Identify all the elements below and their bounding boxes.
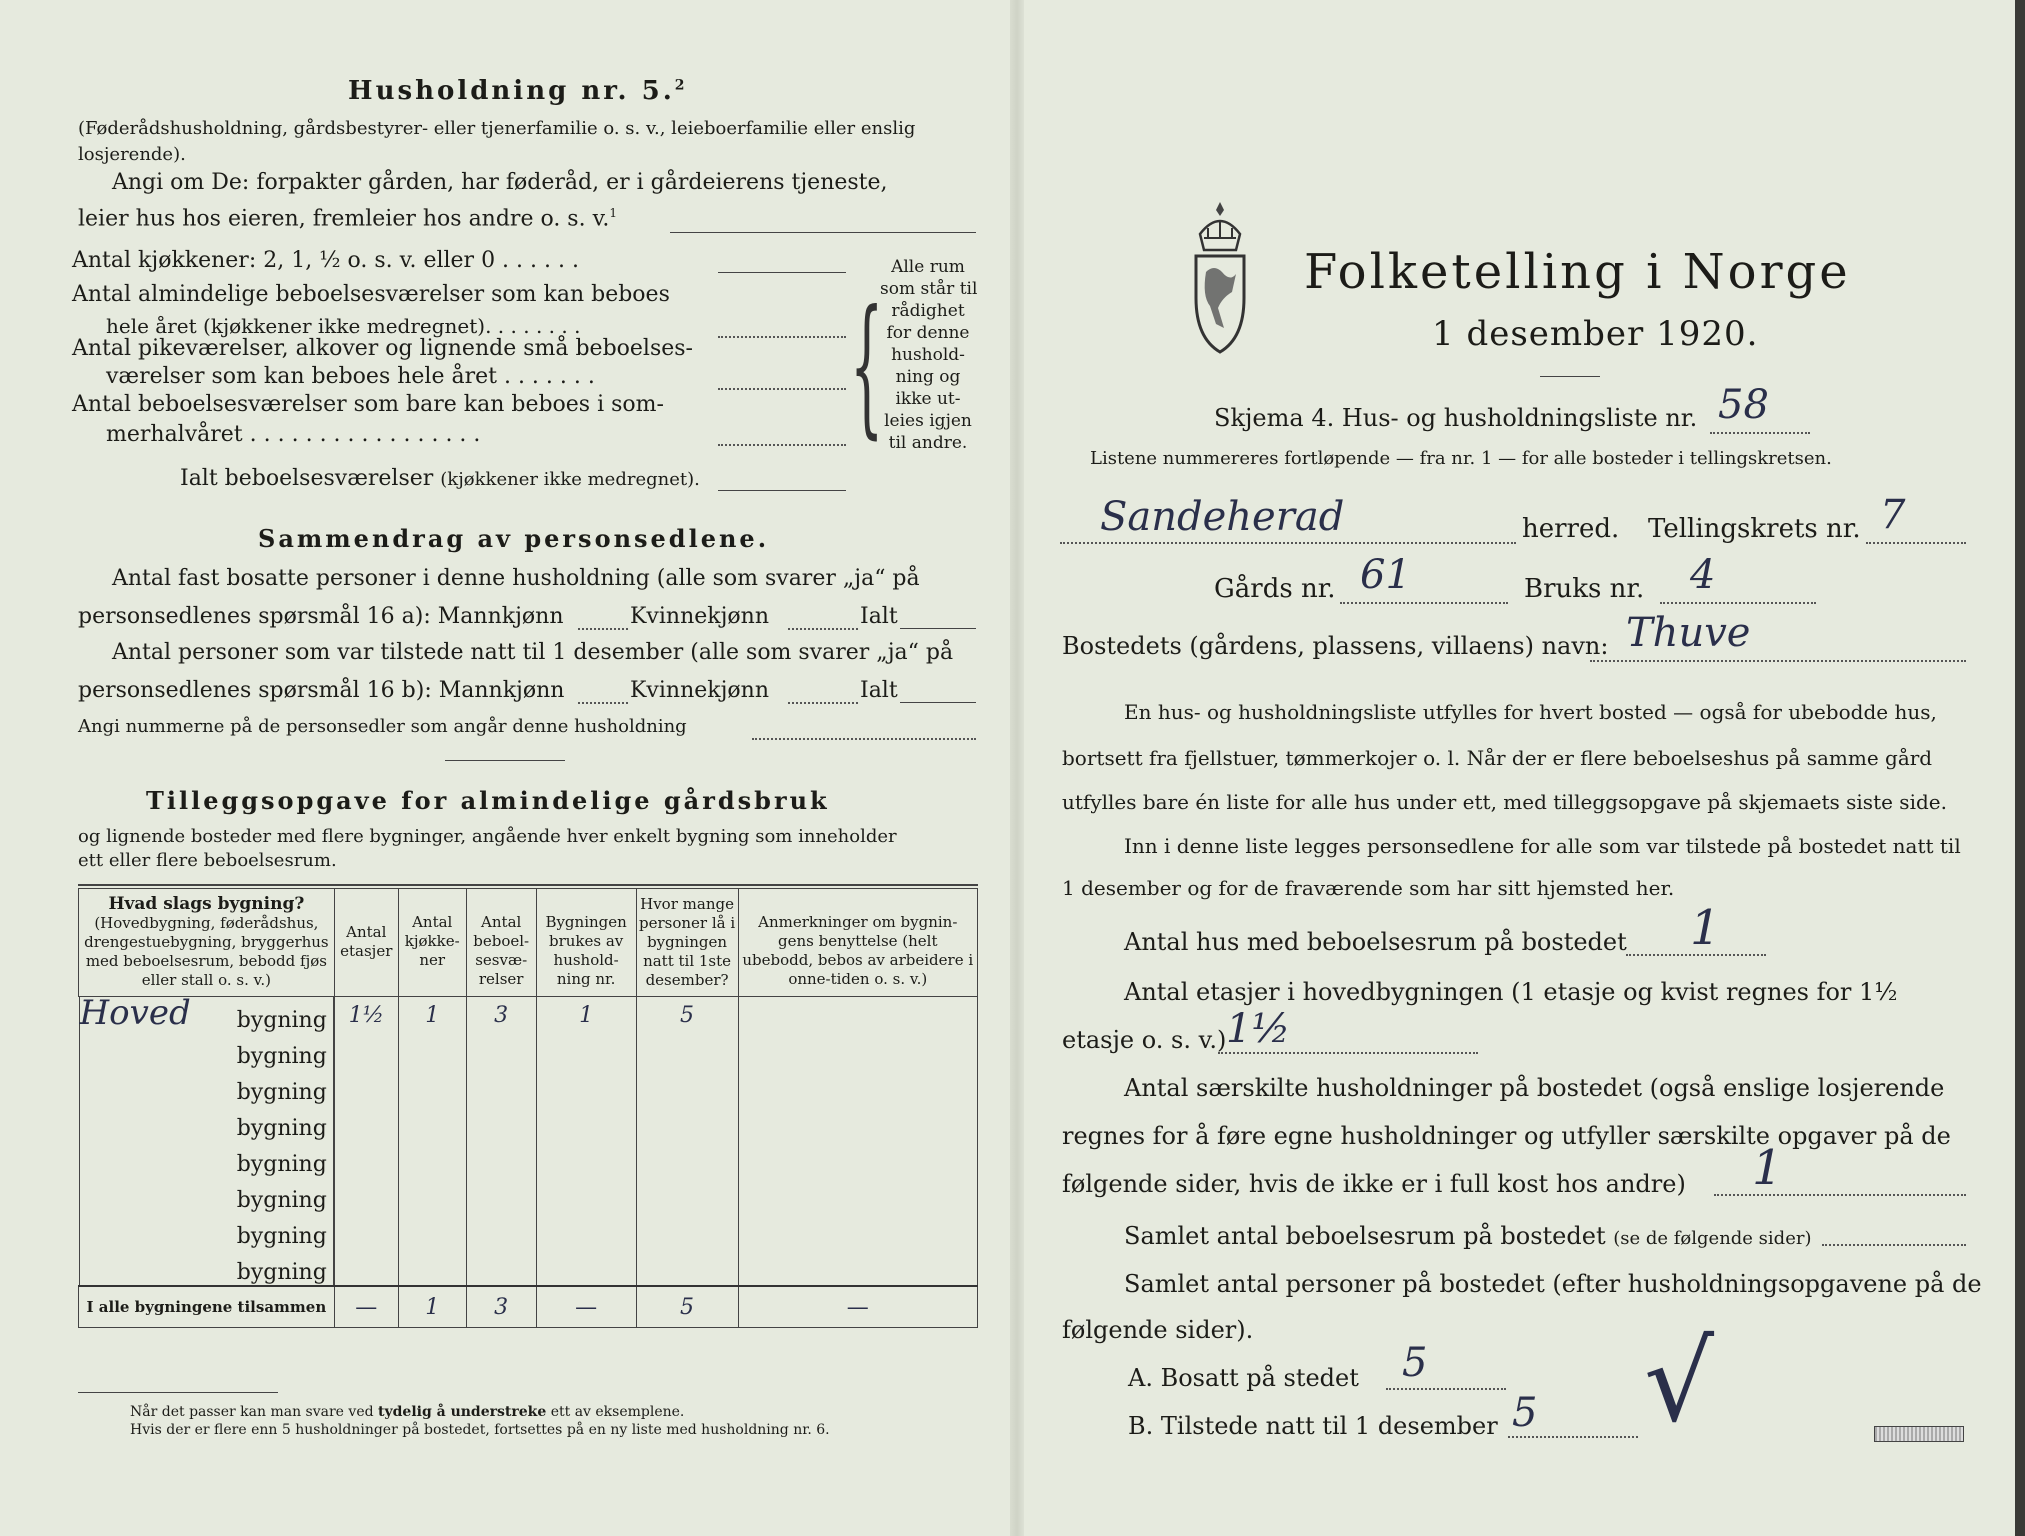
q-pers-b: følgende sider).	[1062, 1316, 1254, 1344]
q-hush-a: Antal særskilte husholdninger på bostedet (også enslige losjerende	[1124, 1074, 1945, 1102]
coat-of-arms-icon	[1184, 198, 1256, 360]
side-note: Alle rum som står til rådighet for denne hushold- ning og ikke ut- leies igjen til andre.	[880, 257, 978, 453]
ialt-rooms-answer	[718, 490, 846, 491]
p1-kvinne-answer	[788, 628, 858, 630]
angi-line-1: Angi om De: forpakter gården, har føderåd, er i gårdeierens tjeneste,	[112, 170, 888, 195]
bruks-answer	[1660, 602, 1816, 604]
table-header	[79, 889, 978, 997]
skjema-number: 58	[1718, 382, 1769, 428]
p1-kvinne-label: Kvinnekjønn	[630, 604, 769, 629]
tellingskrets-answer	[1866, 542, 1966, 544]
checkmark-icon: √	[1644, 1318, 1715, 1446]
q-rum-answer	[1822, 1244, 1966, 1246]
ialt-rooms: Ialt beboelsesværelser (kjøkkener ikke medregnet).	[180, 466, 700, 491]
sum-vaerelser: 3	[466, 1286, 536, 1328]
title-rule	[1540, 376, 1600, 377]
angi-answer-line	[670, 232, 976, 233]
table-row	[79, 1069, 978, 1105]
tillegg-title: Tilleggsopgave for almindelige gårdsbruk	[146, 786, 830, 815]
rooms-answer-4	[718, 444, 846, 446]
q-hus-value: 1	[1690, 900, 1721, 956]
row-label: bygning	[79, 1069, 334, 1105]
buildings-table	[78, 888, 978, 1328]
p1-mann-answer	[578, 628, 628, 630]
rooms-line-5: værelser som kan beboes hele året . . . . . . .	[106, 364, 595, 389]
row-label: bygning	[79, 1033, 334, 1069]
header-husholdning: Bygningen brukes av hushold-ning nr.	[536, 889, 636, 997]
a-value: 5	[1402, 1340, 1428, 1386]
b-label: B. Tilstede natt til 1 desember	[1128, 1412, 1498, 1440]
gards-answer	[1340, 602, 1508, 604]
rooms-answer-1	[718, 272, 846, 273]
footnote-1: Når det passer kan man svare ved tydelig å understreke ett av eksemplene.	[130, 1404, 685, 1420]
table-row	[79, 1177, 978, 1213]
tillegg-sub-1: og lignende bosteder med flere bygninger, angående hver enkelt bygning som inneholder	[78, 826, 897, 847]
q-hus: Antal hus med beboelsesrum på bostedet	[1124, 928, 1627, 956]
summary-p2-a: Antal personer som var tilstede natt til 1 desember (alle som svarer „ja“ på	[112, 640, 954, 665]
herred-label: herred.	[1522, 514, 1620, 544]
header-etasjer: Antal etasjer	[334, 889, 398, 997]
rooms-answer-2	[718, 336, 846, 338]
sum-etasjer: —	[334, 1286, 398, 1328]
sum-kjokkener: 1	[398, 1286, 466, 1328]
para1-line2: bortsett fra fjellstuer, tømmerkojer o. l. Når der er flere beboelseshus på samme gård	[1062, 746, 1933, 770]
p2-mann-answer	[578, 702, 628, 704]
cell-personer: 5	[636, 997, 738, 1034]
main-title: Folketelling i Norge	[1304, 244, 1851, 300]
skjema-label: Skjema 4. Hus- og husholdningsliste nr.	[1214, 404, 1698, 432]
rooms-line-3: hele året (kjøkkener ikke medregnet). . . . . . . .	[106, 314, 581, 338]
page-fold	[1010, 0, 1024, 1536]
sum-label: I alle bygningene tilsammen	[79, 1286, 335, 1328]
table-row	[79, 1105, 978, 1141]
rooms-line-7: merhalvåret . . . . . . . . . . . . . . . . .	[106, 422, 481, 447]
p2-ialt-label: Ialt	[860, 678, 898, 703]
row-label: bygning	[79, 1177, 334, 1213]
summary-p1-b: personsedlenes spørsmål 16 a): Mannkjønn	[78, 604, 564, 629]
angi-nummerne-answer	[752, 738, 976, 740]
rooms-line-2: Antal almindelige beboelsesværelser som kan beboes	[72, 282, 670, 307]
rooms-line-1: Antal kjøkkener: 2, 1, ½ o. s. v. eller 0 . . . . . .	[72, 248, 579, 273]
p1-ialt-answer	[900, 628, 976, 629]
rooms-brace: {	[850, 279, 884, 453]
sum-anm: —	[738, 1286, 977, 1328]
q-hush-answer	[1714, 1194, 1966, 1196]
household-title: Husholdning nr. 5.$^2$	[348, 76, 688, 106]
a-label: A. Bosatt på stedet	[1128, 1364, 1359, 1392]
gards-label: Gårds nr.	[1214, 574, 1336, 604]
table-row	[79, 1033, 978, 1069]
header-personer: Hvor mange personer lå i bygningen natt til 1ste desember?	[636, 889, 738, 997]
cell-husholdning: 1	[536, 997, 636, 1034]
summary-p1-a: Antal fast bosatte personer i denne husholdning (alle som svarer „ja“ på	[112, 566, 920, 591]
p2-kvinne-answer	[788, 702, 858, 704]
q-rum: Samlet antal beboelsesrum på bostedet (se de følgende sider)	[1124, 1222, 1812, 1250]
footnote-2: Hvis der er flere enn 5 husholdninger på bostedet, fortsettes på en ny liste med husholdning nr. 6.	[130, 1422, 830, 1438]
sum-husholdning: —	[536, 1286, 636, 1328]
table-row	[79, 1249, 978, 1286]
cell-anm	[738, 997, 977, 1034]
table-row	[79, 1213, 978, 1249]
household-subtitle: (Føderådshusholdning, gårdsbestyrer- eller tjenerfamilie o. s. v., leieboerfamilie eller enslig losjerende).	[78, 118, 916, 165]
rooms-line-6: Antal beboelsesværelser som bare kan beboes i som-	[72, 392, 664, 417]
row-label: Hoved bygning	[79, 997, 334, 1033]
tellingskrets-value: 7	[1880, 492, 1906, 538]
census-date: 1 desember 1920.	[1432, 314, 1759, 354]
tellingskrets-label: Tellingskrets nr.	[1648, 514, 1861, 544]
table-top-rule	[78, 884, 978, 886]
cell-etasjer: 1½	[334, 997, 398, 1034]
para1-line3: utfylles bare én liste for alle hus under ett, med tilleggsopgave på skjemaets siste side.	[1062, 790, 1947, 814]
cell-vaerelser: 3	[466, 997, 536, 1034]
herred-value: Sandeherad	[1100, 494, 1345, 540]
scan-edge	[2015, 0, 2025, 1536]
row-label: bygning	[79, 1105, 334, 1141]
footnote-rule	[78, 1392, 278, 1393]
b-value: 5	[1512, 1390, 1538, 1436]
para1-line1: En hus- og husholdningsliste utfylles for hvert bosted — også for ubebodde hus,	[1124, 700, 1937, 724]
para2-line1: Inn i denne liste legges personsedlene for alle som var tilstede på bostedet natt til	[1124, 834, 1961, 858]
header-anmerkninger: Anmerkninger om bygnin-gens benyttelse (helt ubebodd, bebos av arbeidere i onne-tiden o. s. v.)	[738, 889, 977, 997]
rooms-line-4: Antal pikeværelser, alkover og lignende små beboelses-	[72, 336, 693, 361]
bostedets-label: Bostedets (gårdens, plassens, villaens) navn:	[1062, 632, 1609, 660]
row-label: bygning	[79, 1249, 334, 1285]
sum-personer: 5	[636, 1286, 738, 1328]
gards-value: 61	[1360, 552, 1411, 598]
table-row	[79, 1141, 978, 1177]
summary-title: Sammendrag av personsedlene.	[258, 524, 770, 553]
q-pers-a: Samlet antal personer på bostedet (efter husholdningsopgavene på de	[1124, 1270, 1982, 1298]
header-building-type: Hvad slags bygning? (Hovedbygning, føderådshus, drengestuebygning, bryggerhus med beboelsesrum, bebodd fjøs eller stall o. s. v.)	[79, 889, 335, 997]
p1-ialt-label: Ialt	[860, 604, 898, 629]
q-etasjer-a: Antal etasjer i hovedbygningen (1 etasje og kvist regnes for 1½	[1124, 978, 1898, 1006]
rooms-answer-3	[718, 388, 846, 390]
p2-ialt-answer	[900, 702, 976, 703]
p2-kvinne-label: Kvinnekjønn	[630, 678, 769, 703]
tillegg-sub-2: ett eller flere beboelsesrum.	[78, 850, 337, 871]
q-etasjer-value: 1½	[1226, 1006, 1291, 1052]
printer-stamp	[1874, 1426, 1964, 1442]
q-etasjer-answer	[1218, 1052, 1478, 1054]
summary-p2-b: personsedlenes spørsmål 16 b): Mannkjønn	[78, 678, 565, 703]
angi-nummerne: Angi nummerne på de personsedler som angår denne husholdning	[78, 716, 687, 737]
separator	[445, 760, 565, 761]
listene-note: Listene nummereres fortløpende — fra nr. 1 — for alle bosteder i tellingskretsen.	[1090, 448, 1832, 469]
q-hush-b: regnes for å føre egne husholdninger og utfyller særskilte opgaver på de	[1062, 1122, 1951, 1150]
bostedets-value: Thuve	[1626, 610, 1751, 656]
q-hush-c: følgende sider, hvis de ikke er i full kost hos andre)	[1062, 1170, 1686, 1198]
header-kjokkener: Antal kjøkke-ner	[398, 889, 466, 997]
row-label: bygning	[79, 1213, 334, 1249]
q-hush-value: 1	[1752, 1140, 1783, 1196]
a-answer	[1386, 1388, 1506, 1390]
skjema-answer	[1710, 432, 1810, 434]
angi-line-2: leier hus hos eieren, fremleier hos andre o. s. v.$^1$	[78, 206, 618, 232]
bostedets-answer	[1590, 660, 1966, 662]
herred-answer	[1060, 542, 1516, 544]
cell-kjokkener: 1	[398, 997, 466, 1034]
header-vaerelser: Antal beboel-sesvæ-relser	[466, 889, 536, 997]
table-row	[79, 997, 978, 1034]
table-sum-row	[79, 1286, 978, 1328]
q-hus-answer	[1626, 954, 1766, 956]
q-etasjer-b: etasje o. s. v.)	[1062, 1026, 1227, 1054]
b-answer	[1508, 1436, 1638, 1438]
bruks-label: Bruks nr.	[1524, 574, 1645, 604]
bruks-value: 4	[1690, 552, 1716, 598]
row-label: bygning	[79, 1141, 334, 1177]
para2-line2: 1 desember og for de fraværende som har sitt hjemsted her.	[1062, 876, 1675, 900]
